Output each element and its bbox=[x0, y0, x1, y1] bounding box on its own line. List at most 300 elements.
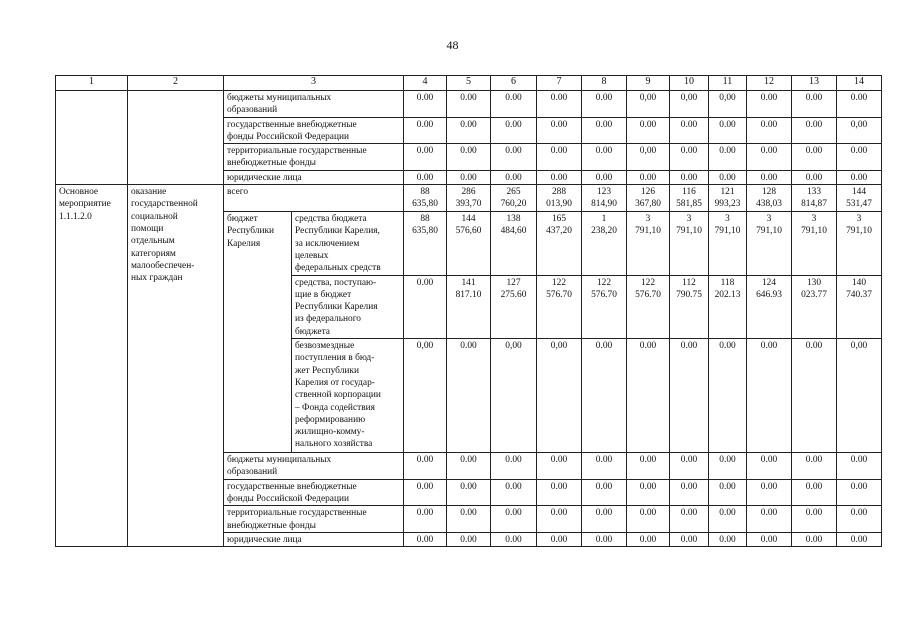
rk-row-2-col-4-text: 0,00 bbox=[416, 341, 434, 352]
rk-row-1-col-6-text: 127 275.60 bbox=[500, 277, 527, 300]
top-row-3-col-9 bbox=[627, 170, 670, 184]
rk-row-1-col-8-text: 122 576.70 bbox=[591, 277, 617, 300]
header-col-14 bbox=[837, 76, 882, 91]
other-row-1-col-10-text: 0.00 bbox=[680, 481, 698, 492]
rk-row-0-col-10-text: 3 791,10 bbox=[676, 214, 702, 237]
top-row-2-col-8 bbox=[582, 144, 627, 171]
top-row-0-col-5 bbox=[447, 91, 491, 118]
header-col-6-text: 6 bbox=[511, 76, 516, 87]
other-row-2-col-6-text: 0.00 bbox=[505, 508, 522, 519]
total-row-col-11 bbox=[709, 185, 747, 212]
top-row-0-col-5-text: 0.00 bbox=[460, 93, 477, 103]
other-row-3-col-10 bbox=[670, 532, 709, 546]
rk-row-2-col-4 bbox=[404, 339, 447, 453]
rk-row-0-col-13 bbox=[792, 212, 837, 275]
top-row-3-col-14-text: 0.00 bbox=[850, 172, 868, 183]
top-row-2-col-8-text: 0.00 bbox=[595, 146, 613, 157]
activity-name bbox=[128, 185, 224, 547]
budget-table bbox=[55, 75, 882, 547]
top-row-3-col-11-text: 0.00 bbox=[719, 172, 736, 183]
header-col-2 bbox=[128, 76, 224, 91]
top-row-3-col-12 bbox=[747, 170, 792, 184]
top-row-0-col-13-text: 0.00 bbox=[805, 93, 823, 103]
rk-row-2-col-12 bbox=[747, 339, 792, 453]
rk-row-0-col-6 bbox=[491, 212, 537, 275]
top-row-1-col-9-text: 0.00 bbox=[639, 119, 657, 130]
top-row-1-col-13 bbox=[792, 117, 837, 144]
other-row-2-col-9 bbox=[627, 506, 670, 533]
other-row-2-col-10 bbox=[670, 506, 709, 533]
total-row-col-8-text: 123 814,90 bbox=[591, 187, 617, 210]
rk-source-label-text: средства бюджета Республики Карелия, за исключением целевых федеральных средств bbox=[295, 214, 381, 274]
total-row-col-5-text: 286 393,70 bbox=[455, 187, 482, 210]
total-row-col-4-text: 88 635,80 bbox=[412, 187, 438, 210]
other-row-0-col-13-text: 0.00 bbox=[805, 455, 823, 466]
header-col-11-text: 11 bbox=[722, 76, 733, 87]
rk-row-1-col-6 bbox=[491, 275, 537, 338]
other-row-1-col-7-text: 0.00 bbox=[550, 481, 568, 492]
rk-row-1-col-7 bbox=[537, 275, 582, 338]
rk-row-1-col-9-text: 122 576.70 bbox=[635, 277, 661, 300]
total-row-col-14 bbox=[837, 185, 882, 212]
rk-row-0-col-5 bbox=[447, 212, 491, 275]
top-row-2-col-5 bbox=[447, 144, 491, 171]
top-row-2-col-13 bbox=[792, 144, 837, 171]
other-row-3-col-14 bbox=[837, 532, 882, 546]
row-label bbox=[224, 170, 404, 184]
rk-row-1-col-14 bbox=[837, 275, 882, 338]
top-row-1-col-4 bbox=[404, 117, 447, 144]
rk-row-2-col-14-text: 0,00 bbox=[850, 341, 868, 352]
top-row-0-col-7-text: 0.00 bbox=[550, 93, 568, 103]
rk-row-0-col-8 bbox=[582, 212, 627, 275]
other-row-3-col-10-text: 0.00 bbox=[680, 534, 698, 545]
total-row-col-8 bbox=[582, 185, 627, 212]
top-row-3-col-6 bbox=[491, 170, 537, 184]
top-row-1-col-5 bbox=[447, 117, 491, 144]
rk-row-2-col-13 bbox=[792, 339, 837, 453]
top-row-1-col-8 bbox=[582, 117, 627, 144]
other-row-3-col-12 bbox=[747, 532, 792, 546]
other-row-1-col-4-text: 0.00 bbox=[416, 481, 434, 492]
other-row-0-col-9 bbox=[627, 453, 670, 480]
top-row-3-col-8 bbox=[582, 170, 627, 184]
rk-row-1-col-4 bbox=[404, 275, 447, 338]
row-label bbox=[224, 453, 404, 480]
top-row-3-col-12-text: 0.00 bbox=[760, 172, 778, 183]
other-row-0-col-4 bbox=[404, 453, 447, 480]
other-row-2-col-12 bbox=[747, 506, 792, 533]
other-row-2-col-4 bbox=[404, 506, 447, 533]
other-row-0-col-13 bbox=[792, 453, 837, 480]
other-row-0-col-4-text: 0.00 bbox=[416, 455, 434, 466]
total-row-col-10-text: 116 581,85 bbox=[676, 187, 702, 210]
other-row-3-col-8 bbox=[582, 532, 627, 546]
header-col-11 bbox=[709, 76, 747, 91]
total-row-col-14-text: 144 531,47 bbox=[846, 187, 872, 210]
rk-row-2-col-6 bbox=[491, 339, 537, 453]
top-row-3-col-10-text: 0.00 bbox=[680, 172, 698, 183]
rk-row-1-col-4-text: 0.00 bbox=[416, 277, 434, 288]
rk-budget-label-text: бюджет Республики Карелия bbox=[227, 214, 275, 249]
rk-row-1-col-5-text: 141 817.10 bbox=[455, 277, 482, 300]
table-row bbox=[56, 185, 882, 212]
top-row-3-col-9-text: 0.00 bbox=[639, 172, 657, 183]
rk-row-0-col-14 bbox=[837, 212, 882, 275]
top-row-1-col-6-text: 0.00 bbox=[505, 119, 522, 130]
other-row-1-col-14-text: 0.00 bbox=[850, 481, 868, 492]
rk-row-1-col-13-text: 130 023.77 bbox=[801, 277, 827, 300]
other-row-0-col-14 bbox=[837, 453, 882, 480]
row-label bbox=[224, 91, 404, 118]
top-row-1-col-10 bbox=[670, 117, 709, 144]
top-row-1-col-14 bbox=[837, 117, 882, 144]
rk-row-2-col-5-text: 0.00 bbox=[460, 341, 477, 352]
rk-row-2-col-11 bbox=[709, 339, 747, 453]
row-label-text: бюджеты муниципальных образований bbox=[227, 455, 332, 478]
other-row-1-col-11 bbox=[709, 479, 747, 506]
other-row-1-col-12 bbox=[747, 479, 792, 506]
total-row-col-9-text: 126 367,80 bbox=[635, 187, 661, 210]
rk-row-0-col-6-text: 138 484,60 bbox=[500, 214, 527, 237]
rk-row-0-col-10 bbox=[670, 212, 709, 275]
rk-row-0-col-13-text: 3 791,10 bbox=[801, 214, 827, 237]
top-row-1-col-8-text: 0.00 bbox=[595, 119, 613, 130]
total-row-col-6-text: 265 760,20 bbox=[500, 187, 527, 210]
other-row-1-col-5-text: 0.00 bbox=[460, 481, 477, 492]
other-row-1-col-10 bbox=[670, 479, 709, 506]
top-row-2-col-14-text: 0.00 bbox=[850, 146, 868, 157]
other-row-2-col-10-text: 0.00 bbox=[680, 508, 698, 519]
top-row-2-col-6-text: 0.00 bbox=[505, 146, 522, 157]
top-row-2-col-12 bbox=[747, 144, 792, 171]
rk-row-1-col-9 bbox=[627, 275, 670, 338]
header-col-1 bbox=[56, 76, 128, 91]
rk-row-1-col-11-text: 118 202.13 bbox=[714, 277, 741, 300]
other-row-2-col-8 bbox=[582, 506, 627, 533]
top-row-0-col-9-text: 0,00 bbox=[639, 93, 657, 103]
top-row-1-col-14-text: 0,00 bbox=[850, 119, 868, 130]
top-row-1-col-13-text: 0.00 bbox=[805, 119, 823, 130]
top-row-3-col-13 bbox=[792, 170, 837, 184]
top-row-3-col-4 bbox=[404, 170, 447, 184]
rk-source-label bbox=[292, 275, 404, 338]
other-row-1-col-9-text: 0.00 bbox=[639, 481, 657, 492]
total-row-col-13-text: 133 814,87 bbox=[801, 187, 827, 210]
total-row-col-7-text: 288 013,90 bbox=[546, 187, 572, 210]
top-row-0-col-11-text: 0,00 bbox=[719, 93, 736, 103]
total-row-col-6 bbox=[491, 185, 537, 212]
rk-row-0-col-8-text: 1 238,20 bbox=[591, 214, 617, 237]
other-row-0-col-6 bbox=[491, 453, 537, 480]
top-row-2-col-14 bbox=[837, 144, 882, 171]
rk-row-1-col-10-text: 112 790.75 bbox=[676, 277, 702, 300]
row-label-text: государственные внебюджетные фонды Российской Федерации bbox=[227, 119, 357, 142]
top-row-2-col-4 bbox=[404, 144, 447, 171]
header-col-13 bbox=[792, 76, 837, 91]
top-row-0-col-9 bbox=[627, 91, 670, 118]
other-row-0-col-7-text: 0.00 bbox=[550, 455, 568, 466]
top-row-3-col-10 bbox=[670, 170, 709, 184]
top-row-1-col-11 bbox=[709, 117, 747, 144]
rk-row-2-col-9 bbox=[627, 339, 670, 453]
top-row-2-col-11-text: 0.00 bbox=[719, 146, 736, 157]
header-col-5-text: 5 bbox=[466, 76, 471, 87]
rk-row-1-col-13 bbox=[792, 275, 837, 338]
top-row-2-col-4-text: 0.00 bbox=[416, 146, 434, 157]
other-row-0-col-5-text: 0.00 bbox=[460, 455, 477, 466]
row-label-text: бюджеты муниципальных образований bbox=[227, 93, 332, 116]
rk-row-0-col-12 bbox=[747, 212, 792, 275]
top-row-0-col-6 bbox=[491, 91, 537, 118]
row-label bbox=[224, 532, 404, 546]
total-row-col-13 bbox=[792, 185, 837, 212]
row-label-text: территориальные государственные внебюджетные фонды bbox=[227, 146, 367, 169]
other-row-3-col-11-text: 0.00 bbox=[719, 534, 736, 545]
top-row-3-col-7 bbox=[537, 170, 582, 184]
top-row-2-col-9 bbox=[627, 144, 670, 171]
other-row-3-col-12-text: 0.00 bbox=[760, 534, 778, 545]
other-row-2-col-5-text: 0.00 bbox=[460, 508, 477, 519]
top-row-2-col-10-text: 0.00 bbox=[680, 146, 698, 157]
other-row-0-col-8-text: 0.00 bbox=[595, 455, 613, 466]
row-label bbox=[224, 506, 404, 533]
other-row-1-col-13-text: 0.00 bbox=[805, 481, 823, 492]
top-row-2-col-7-text: 0.00 bbox=[550, 146, 568, 157]
top-row-0-col-11 bbox=[709, 91, 747, 118]
row-label-text: территориальные государственные внебюджетные фонды bbox=[227, 508, 367, 531]
cont-col-2 bbox=[128, 91, 224, 185]
total-row-col-12 bbox=[747, 185, 792, 212]
top-row-0-col-12 bbox=[747, 91, 792, 118]
row-label-text: юридические лица bbox=[227, 172, 302, 183]
top-row-1-col-10-text: 0.00 bbox=[680, 119, 698, 130]
total-row-col-10 bbox=[670, 185, 709, 212]
other-row-3-col-9 bbox=[627, 532, 670, 546]
other-row-3-col-7-text: 0.00 bbox=[550, 534, 568, 545]
rk-source-label-text: безвозмездные поступления в бюд- жет Республики Карелия от государ- ственной корпорации – Фонда содействия реформированию жилищно-комму- нального хозяйства bbox=[295, 341, 381, 450]
other-row-0-col-8 bbox=[582, 453, 627, 480]
top-row-2-col-13-text: 0.00 bbox=[805, 146, 823, 157]
rk-budget-label bbox=[224, 212, 292, 453]
other-row-2-col-6 bbox=[491, 506, 537, 533]
top-row-0-col-8-text: 0.00 bbox=[595, 93, 613, 103]
other-row-3-col-9-text: 0.00 bbox=[639, 534, 657, 545]
rk-row-1-col-12 bbox=[747, 275, 792, 338]
header-col-14-text: 14 bbox=[854, 76, 864, 87]
top-row-1-col-11-text: 0.00 bbox=[719, 119, 736, 130]
other-row-1-col-13 bbox=[792, 479, 837, 506]
other-row-3-col-8-text: 0.00 bbox=[595, 534, 613, 545]
other-row-2-col-5 bbox=[447, 506, 491, 533]
rk-row-1-col-12-text: 124 646.93 bbox=[756, 277, 782, 300]
top-row-2-col-6 bbox=[491, 144, 537, 171]
other-row-0-col-12 bbox=[747, 453, 792, 480]
rk-source-label-text: средства, поступаю- щие в бюджет Республики Карелия из федерального бюджета bbox=[295, 277, 378, 337]
total-label-text: всего bbox=[227, 187, 249, 198]
other-row-3-col-5-text: 0.00 bbox=[460, 534, 477, 545]
top-row-3-col-13-text: 0.00 bbox=[805, 172, 823, 183]
rk-row-2-col-13-text: 0.00 bbox=[805, 341, 823, 352]
header-row bbox=[56, 76, 882, 91]
other-row-0-col-14-text: 0.00 bbox=[850, 455, 868, 466]
top-row-1-col-9 bbox=[627, 117, 670, 144]
other-row-1-col-8-text: 0.00 bbox=[595, 481, 613, 492]
header-col-7-text: 7 bbox=[556, 76, 562, 87]
other-row-1-col-11-text: 0.00 bbox=[719, 481, 736, 492]
other-row-3-col-5 bbox=[447, 532, 491, 546]
other-row-2-col-11-text: 0.00 bbox=[719, 508, 736, 519]
other-row-0-col-10 bbox=[670, 453, 709, 480]
other-row-2-col-9-text: 0.00 bbox=[639, 508, 657, 519]
rk-row-2-col-12-text: 0.00 bbox=[760, 341, 778, 352]
top-row-0-col-10 bbox=[670, 91, 709, 118]
rk-row-2-col-6-text: 0,00 bbox=[505, 341, 522, 352]
rk-row-1-col-10 bbox=[670, 275, 709, 338]
rk-row-0-col-11-text: 3 791,10 bbox=[714, 214, 741, 237]
header-col-4 bbox=[404, 76, 447, 91]
top-row-2-col-5-text: 0.00 bbox=[460, 146, 477, 157]
other-row-2-col-7 bbox=[537, 506, 582, 533]
header-col-13-text: 13 bbox=[809, 76, 819, 87]
top-row-1-col-12 bbox=[747, 117, 792, 144]
rk-row-1-col-7-text: 122 576.70 bbox=[546, 277, 572, 300]
header-col-9 bbox=[627, 76, 670, 91]
other-row-3-col-13 bbox=[792, 532, 837, 546]
rk-row-2-col-8 bbox=[582, 339, 627, 453]
header-col-4-text: 4 bbox=[422, 76, 428, 87]
other-row-3-col-4 bbox=[404, 532, 447, 546]
total-row-col-11-text: 121 993,23 bbox=[714, 187, 741, 210]
rk-row-0-col-9 bbox=[627, 212, 670, 275]
rk-row-2-col-5 bbox=[447, 339, 491, 453]
top-row-1-col-7-text: 0.00 bbox=[550, 119, 568, 130]
other-row-3-col-7 bbox=[537, 532, 582, 546]
rk-row-0-col-9-text: 3 791,10 bbox=[635, 214, 661, 237]
top-row-3-col-7-text: 0.00 bbox=[550, 172, 568, 183]
top-row-1-col-5-text: 0.00 bbox=[460, 119, 477, 130]
total-row-col-12-text: 128 438,03 bbox=[756, 187, 782, 210]
rk-row-0-col-12-text: 3 791,10 bbox=[756, 214, 782, 237]
top-row-3-col-11 bbox=[709, 170, 747, 184]
top-row-2-col-10 bbox=[670, 144, 709, 171]
other-row-0-col-11-text: 0.00 bbox=[719, 455, 736, 466]
top-row-1-col-4-text: 0.00 bbox=[416, 119, 434, 130]
other-row-3-col-14-text: 0.00 bbox=[850, 534, 868, 545]
rk-row-0-col-5-text: 144 576,60 bbox=[455, 214, 482, 237]
top-row-3-col-8-text: 0.00 bbox=[595, 172, 613, 183]
rk-row-1-col-14-text: 140 740.37 bbox=[846, 277, 872, 300]
header-col-8-text: 8 bbox=[601, 76, 607, 87]
rk-row-2-col-8-text: 0.00 bbox=[595, 341, 613, 352]
top-row-0-col-13 bbox=[792, 91, 837, 118]
top-row-2-col-11 bbox=[709, 144, 747, 171]
top-row-2-col-9-text: 0,00 bbox=[639, 146, 657, 157]
header-col-1-text: 1 bbox=[89, 76, 94, 87]
header-col-2-text: 2 bbox=[173, 76, 178, 87]
other-row-1-col-6 bbox=[491, 479, 537, 506]
rk-row-2-col-10-text: 0.00 bbox=[680, 341, 698, 352]
rk-row-0-col-4-text: 88 635,80 bbox=[412, 214, 438, 237]
rk-row-2-col-10 bbox=[670, 339, 709, 453]
other-row-3-col-6 bbox=[491, 532, 537, 546]
rk-source-label bbox=[292, 212, 404, 275]
top-row-0-col-4-text: 0.00 bbox=[416, 93, 434, 103]
other-row-2-col-8-text: 0.00 bbox=[595, 508, 613, 519]
top-row-0-col-8 bbox=[582, 91, 627, 118]
other-row-0-col-11 bbox=[709, 453, 747, 480]
rk-row-2-col-11-text: 0.00 bbox=[719, 341, 736, 352]
other-row-2-col-12-text: 0.00 bbox=[760, 508, 778, 519]
other-row-3-col-13-text: 0.00 bbox=[805, 534, 823, 545]
header-col-6 bbox=[491, 76, 537, 91]
other-row-2-col-13-text: 0.00 bbox=[805, 508, 823, 519]
top-row-0-col-12-text: 0.00 bbox=[760, 93, 778, 103]
other-row-0-col-5 bbox=[447, 453, 491, 480]
other-row-2-col-7-text: 0.00 bbox=[550, 508, 568, 519]
total-row-col-4 bbox=[404, 185, 447, 212]
header-col-8 bbox=[582, 76, 627, 91]
row-label-text: юридические лица bbox=[227, 534, 302, 545]
rk-row-0-col-11 bbox=[709, 212, 747, 275]
total-label bbox=[224, 185, 404, 212]
total-row-col-5 bbox=[447, 185, 491, 212]
top-row-3-col-14 bbox=[837, 170, 882, 184]
top-row-3-col-4-text: 0.00 bbox=[416, 172, 434, 183]
other-row-1-col-6-text: 0.00 bbox=[505, 481, 522, 492]
other-row-0-col-7 bbox=[537, 453, 582, 480]
row-label bbox=[224, 479, 404, 506]
rk-row-2-col-9-text: 0.00 bbox=[639, 341, 657, 352]
rk-row-0-col-7 bbox=[537, 212, 582, 275]
top-row-0-col-14-text: 0.00 bbox=[850, 93, 868, 103]
top-row-0-col-10-text: 0,00 bbox=[680, 93, 698, 103]
rk-row-1-col-8 bbox=[582, 275, 627, 338]
row-label bbox=[224, 117, 404, 144]
top-row-0-col-7 bbox=[537, 91, 582, 118]
other-row-3-col-4-text: 0.00 bbox=[416, 534, 434, 545]
activity-code bbox=[56, 185, 128, 547]
other-row-0-col-9-text: 0.00 bbox=[639, 455, 657, 466]
other-row-3-col-11 bbox=[709, 532, 747, 546]
top-row-0-col-4 bbox=[404, 91, 447, 118]
table-row bbox=[56, 91, 882, 118]
other-row-3-col-6-text: 0.00 bbox=[505, 534, 522, 545]
rk-row-2-col-7 bbox=[537, 339, 582, 453]
top-row-0-col-6-text: 0.00 bbox=[505, 93, 522, 103]
row-label bbox=[224, 144, 404, 171]
rk-source-label bbox=[292, 339, 404, 453]
rk-row-0-col-4 bbox=[404, 212, 447, 275]
other-row-1-col-14 bbox=[837, 479, 882, 506]
top-row-1-col-12-text: 0.00 bbox=[760, 119, 778, 130]
header-col-12-text: 12 bbox=[764, 76, 774, 87]
other-row-1-col-9 bbox=[627, 479, 670, 506]
header-col-3 bbox=[224, 76, 404, 91]
other-row-0-col-12-text: 0.00 bbox=[760, 455, 778, 466]
top-row-3-col-6-text: 0.00 bbox=[505, 172, 522, 183]
other-row-1-col-8 bbox=[582, 479, 627, 506]
top-row-1-col-6 bbox=[491, 117, 537, 144]
top-row-3-col-5 bbox=[447, 170, 491, 184]
header-col-3-text: 3 bbox=[311, 76, 316, 87]
rk-row-1-col-5 bbox=[447, 275, 491, 338]
activity-name-text: оказание государственной социальной помощи отдельным категориям малообеспечен- ных граждан bbox=[131, 187, 198, 284]
other-row-0-col-6-text: 0.00 bbox=[505, 455, 522, 466]
rk-row-1-col-11 bbox=[709, 275, 747, 338]
total-row-col-9 bbox=[627, 185, 670, 212]
rk-row-2-col-14 bbox=[837, 339, 882, 453]
